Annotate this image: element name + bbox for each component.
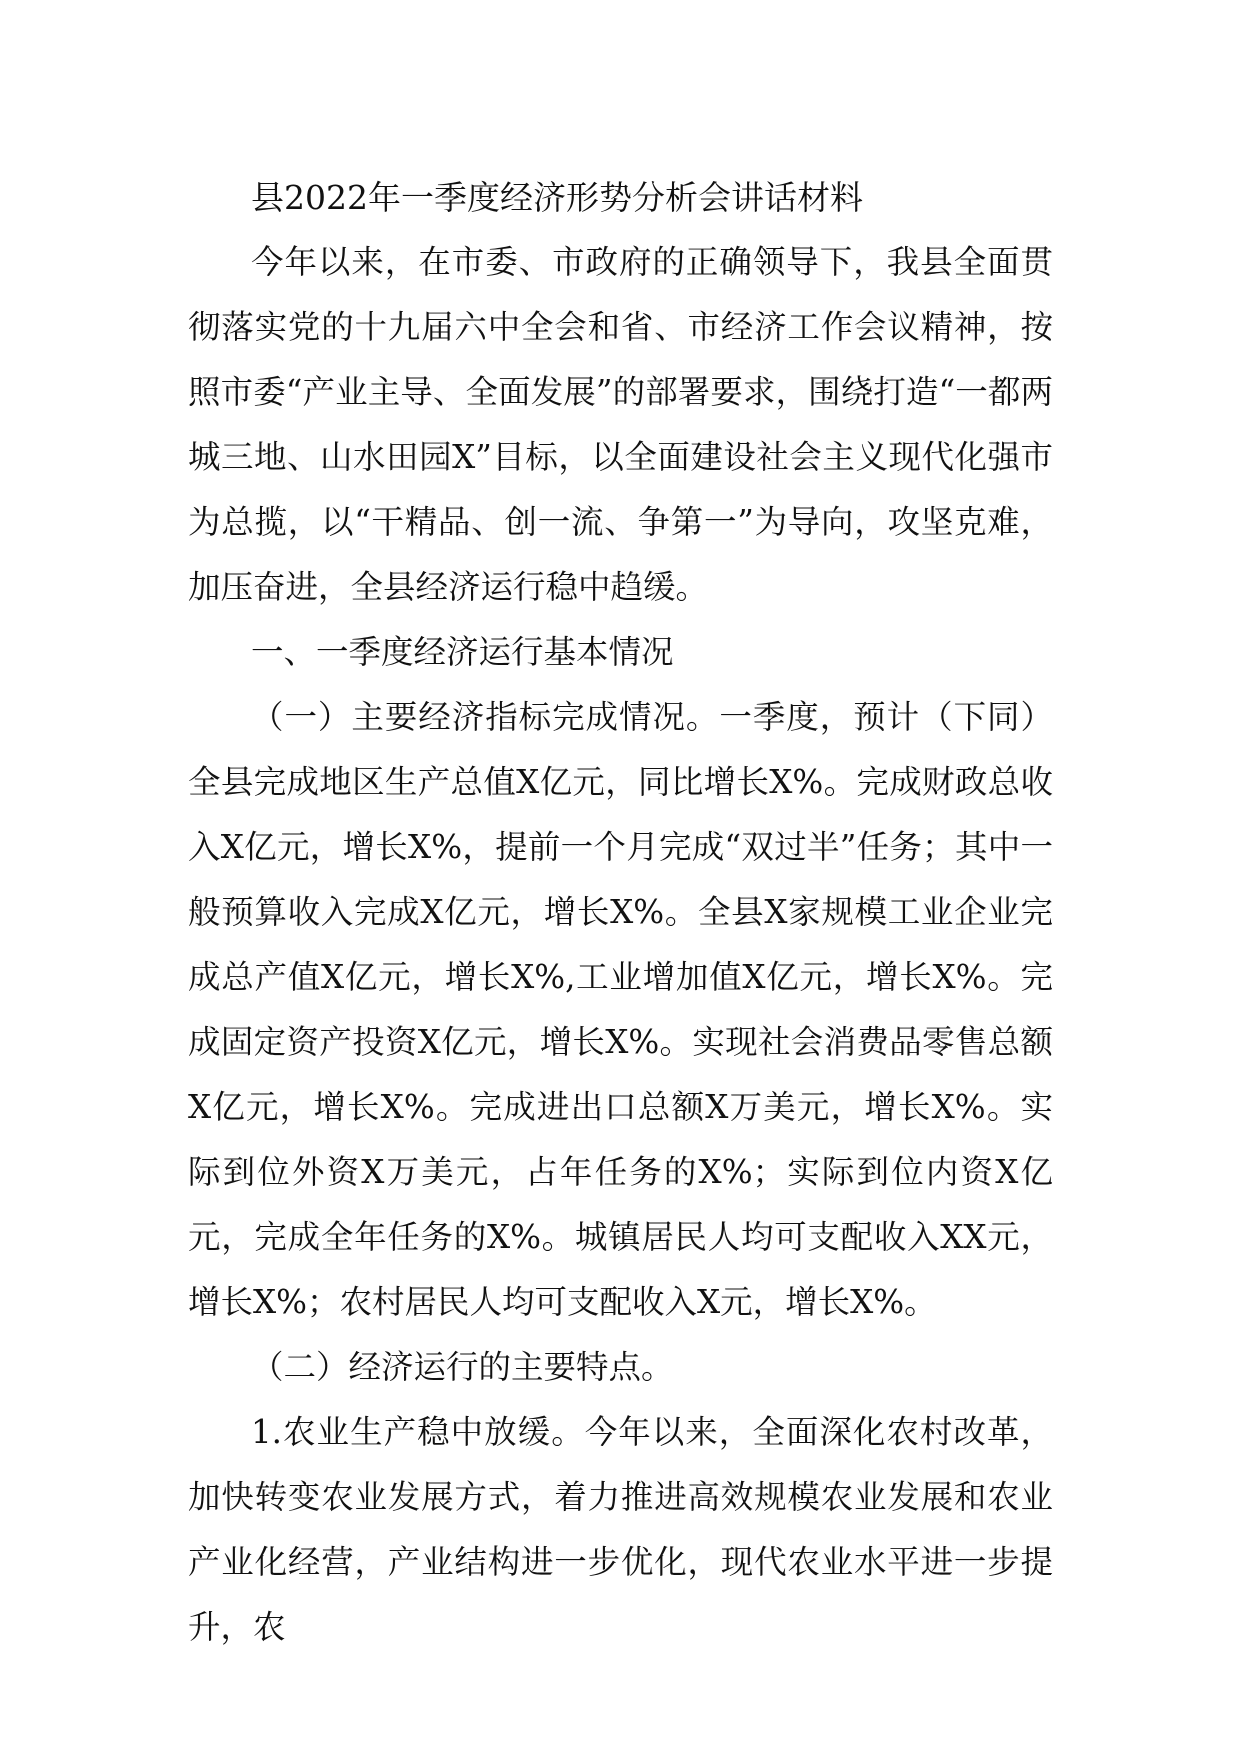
- document-title: 县2022年一季度经济形势分析会讲话材料: [251, 178, 863, 217]
- paragraph-main-indicators: （一）主要经济指标完成情况。一季度，预计（下同）全县完成地区生产总值X亿元，同比增长X%。完成财政总收入X亿元，增长X%，提前一个月完成“双过半”任务；其中一般预算收入完成X亿元，增长X%。全县X家规模工业企业完成总产值X亿元，增长X%,工业增加值X亿元，增长X%。完成固定资产投资X亿元，增长X%。实现社会消费品零售总额X亿元，增长X%。完成进出口总额X万美元，增长X%。实际到位外资X万美元，占年任务的X%；实际到位内资X亿元，完成全年任务的X%。城镇居民人均可支配收入XX元，增长X%；农村居民人均可支配收入X元，增长X%。: [188, 698, 1053, 1321]
- paragraph-intro: 今年以来，在市委、市政府的正确领导下，我县全面贯彻落实党的十九届六中全会和省、市经济工作会议精神，按照市委“产业主导、全面发展”的部署要求，围绕打造“一都两城三地、山水田园X”目标，以全面建设社会主义现代化强市为总揽，以“干精品、创一流、争第一”为导向，攻坚克难，加压奋进，全县经济运行稳中趋缓。: [188, 243, 1053, 606]
- section-heading: 一、一季度经济运行基本情况: [251, 633, 674, 671]
- subsection-heading: （二）经济运行的主要特点。: [251, 1348, 674, 1386]
- document-body: [188, 165, 1053, 1660]
- paragraph-agriculture: 1.农业生产稳中放缓。今年以来，全面深化农村改革，加快转变农业发展方式，着力推进高效规模农业发展和农业产业化经营，产业结构进一步优化，现代农业水平进一步提升，农: [188, 1413, 1053, 1646]
